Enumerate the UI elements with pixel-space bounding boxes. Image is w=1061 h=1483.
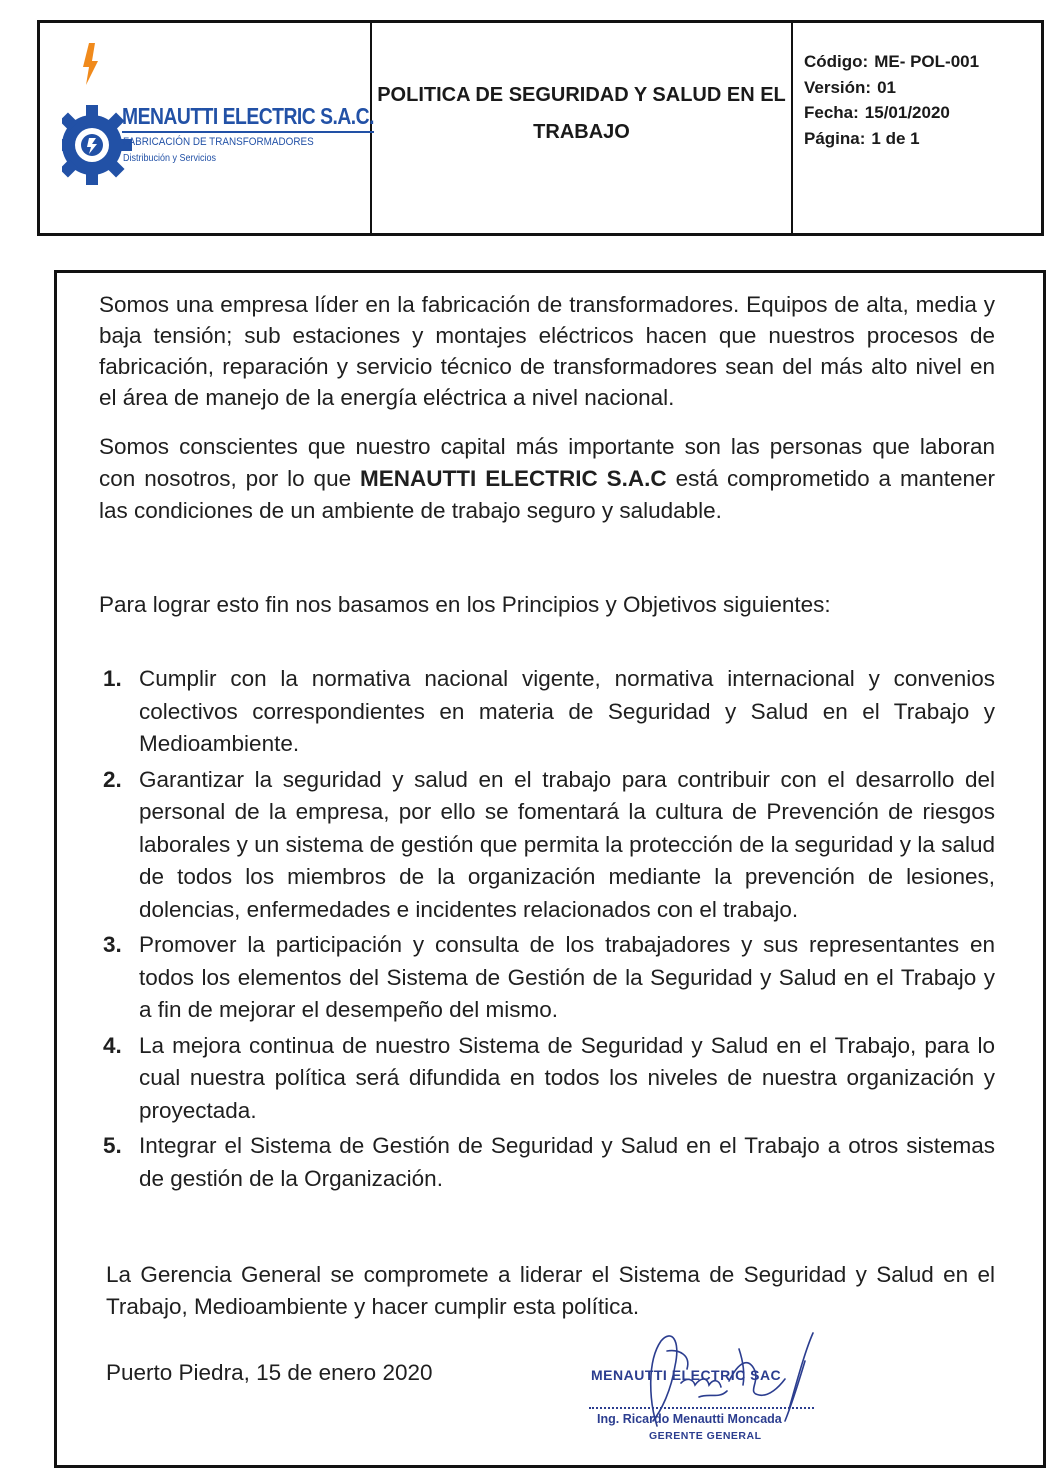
- document-title: POLITICA DE SEGURIDAD Y SALUD EN EL TRABAJO: [377, 84, 786, 143]
- list-item: [99, 1030, 995, 1128]
- stamp-signature-line: [589, 1407, 814, 1409]
- list-item-number: 1.: [103, 666, 122, 691]
- stamp-signer-role: GERENTE GENERAL: [649, 1430, 762, 1442]
- meta-version-value: 01: [877, 77, 897, 97]
- meta-fecha-value: 15/01/2020: [864, 103, 950, 122]
- meta-fecha: [804, 100, 1041, 126]
- meta-pagina-label: Página:: [804, 128, 866, 148]
- stamp-company: MENAUTTI ELECTRIC SAC: [591, 1367, 782, 1383]
- principles-list: [99, 663, 995, 1198]
- policy-body: [54, 270, 1046, 1468]
- meta-codigo-label: Código:: [804, 52, 869, 71]
- list-item: [99, 1130, 995, 1195]
- place-date: Puerto Piedra, 15 de enero 2020: [106, 1360, 433, 1385]
- list-item-text: Cumplir con la normativa nacional vigente, normativa internacional y convenios colectivos correspondientes en materia de Seguridad y Salud en el Trabajo y Medioambiente.: [139, 666, 995, 756]
- meta-codigo-value: ME- POL-001: [874, 52, 980, 71]
- meta-cell: [793, 23, 1041, 233]
- title-cell: [372, 23, 793, 233]
- logo-tagline: FABRICACIÓN DE TRANSFORMADORES: [123, 136, 314, 148]
- list-item: [99, 663, 995, 761]
- meta-version: [804, 75, 1041, 101]
- list-item: [99, 929, 995, 1027]
- principles-intro: Para lograr esto fin nos basamos en los Principios y Objetivos siguientes:: [99, 592, 831, 617]
- meta-pagina: [804, 126, 1041, 152]
- paragraph-commitment: [99, 431, 995, 527]
- list-item-text: La mejora continua de nuestro Sistema de Seguridad y Salud en el Trabajo, para lo cual nuestra política será difundida en todos los niveles de nuestra organización y proyectada.: [139, 1032, 995, 1123]
- list-item: [99, 764, 995, 927]
- signature-stamp: [589, 1321, 829, 1451]
- logo-company-name: MENAUTTI ELECTRIC S.A.C.: [122, 103, 374, 133]
- list-item-number: 2.: [103, 766, 122, 792]
- closing-statement: La Gerencia General se compromete a liderar el Sistema de Seguridad y Salud en el Trabajo, Medioambiente y hacer cumplir esta política.: [106, 1262, 995, 1319]
- meta-version-label: Versión:: [804, 77, 872, 97]
- meta-pagina-value: 1 de 1: [871, 128, 920, 148]
- list-item-text: Promover la participación y consulta de los trabajadores y sus representantes en todos los elementos del Sistema de Gestión de la Seguridad y Salud en el Trabajo y a fin de mejorar el desempeño del mismo.: [139, 932, 995, 1022]
- document-header: [37, 20, 1044, 236]
- list-item-text: Garantizar la seguridad y salud en el trabajo para contribuir con el desarrollo del personal de la empresa, por ello se fomentará la cultura de Prevención de riesgos laborales y un sistema de gestión que permita la protección de la seguridad y la salud de todos los miembros de la organización mediante la prevención de lesiones, dolencias, enfermedades e incidentes relacionados con el trabajo.: [139, 766, 995, 922]
- logo-subtagline: Distribución y Servicios: [123, 153, 217, 164]
- meta-fecha-label: Fecha:: [804, 103, 859, 122]
- paragraph-commitment-end: está comprometido a mantener las condiciones de un ambiente de trabajo seguro y saludable.: [99, 466, 995, 523]
- stamp-signer-name: Ing. Ricardo Menautti Moncada: [597, 1412, 782, 1426]
- paragraph-intro: Somos una empresa líder en la fabricación de transformadores. Equipos de alta, media y baja tensión; sub estaciones y montajes eléctricos hacen que nuestros procesos de fabricación, reparación y servicio técnico de transformadores sean del más alto nivel en el área de manejo de la energía eléctrica a nivel nacional.: [99, 292, 995, 410]
- meta-codigo: [804, 49, 1041, 75]
- paragraph-commitment-start: Somos conscientes que nuestro capital más importante son las personas que laboran con nosotros, por lo que: [99, 434, 995, 491]
- company-brand-name: MENAUTTI ELECTRIC S.A.C: [360, 466, 667, 491]
- list-item-text: Integrar el Sistema de Gestión de Seguridad y Salud en el Trabajo a otros sistemas de gestión de la Organización.: [139, 1133, 995, 1191]
- list-item-number: 5.: [103, 1133, 122, 1158]
- list-item-number: 4.: [103, 1032, 122, 1058]
- logo-cell: [40, 23, 372, 233]
- list-item-number: 3.: [103, 932, 122, 957]
